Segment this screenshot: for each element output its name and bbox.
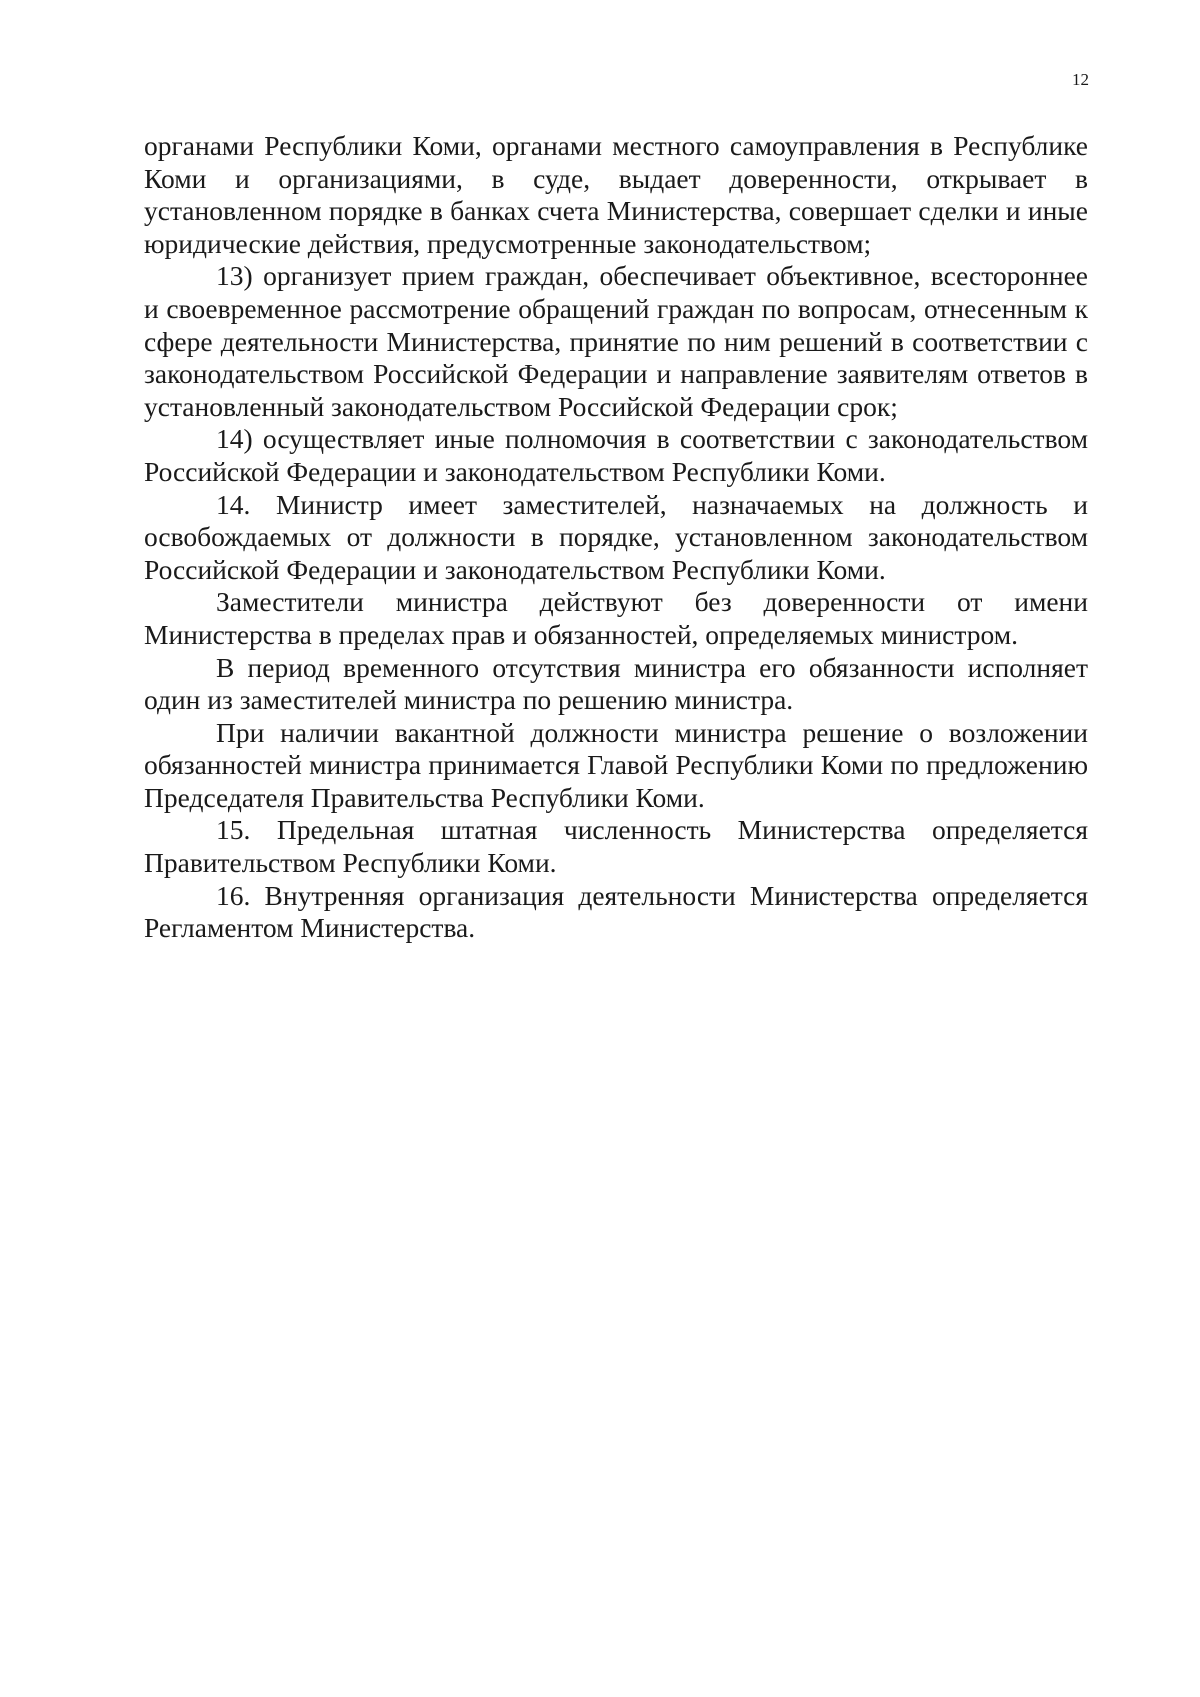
paragraph-section-15: 15. Предельная штатная численность Министерства определяется Правительством Республики Коми. (144, 814, 1088, 879)
paragraph-section-16: 16. Внутренняя организация деятельности Министерства определяется Регламентом Министерства. (144, 879, 1088, 944)
paragraph-vacancy: При наличии вакантной должности министра решение о возложении обязанностей министра принимается Главой Республики Коми по предложению Председателя Правительства Республики Коми. (144, 716, 1088, 813)
paragraph-continuation: органами Республики Коми, органами местного самоуправления в Республике Коми и организациями, в суде, выдает доверенности, открывает в установленном порядке в банках счета Министерства, совершает сделки и иные юридические действия, предусмотренные законодательством; (144, 130, 1088, 259)
document-body (144, 130, 1088, 945)
paragraph-item-13: 13) организует прием граждан, обеспечивает объективное, всестороннее и своевременное рассмотрение обращений граждан по вопросам, отнесенным к сфере деятельности Министерства, принятие по ним решений в соответствии с законодательством Российской Федерации и направление заявителям ответов в установленный законодательством Российской Федерации срок; (144, 260, 1088, 422)
paragraph-temporary-absence: В период временного отсутствия министра его обязанности исполняет один из заместителей министра по решению министра. (144, 651, 1088, 716)
paragraph-item-14: 14) осуществляет иные полномочия в соответствии с законодательством Российской Федерации и законодательством Республики Коми. (144, 423, 1088, 487)
paragraph-deputies-authority: Заместители министра действуют без доверенности от имени Министерства в пределах прав и обязанностей, определяемых министром. (144, 586, 1088, 650)
paragraph-section-14: 14. Министр имеет заместителей, назначаемых на должность и освобождаемых от должности в порядке, установленном законодательством Российской Федерации и законодательством Республики Коми. (144, 488, 1088, 585)
page-number: 12 (1072, 70, 1089, 89)
